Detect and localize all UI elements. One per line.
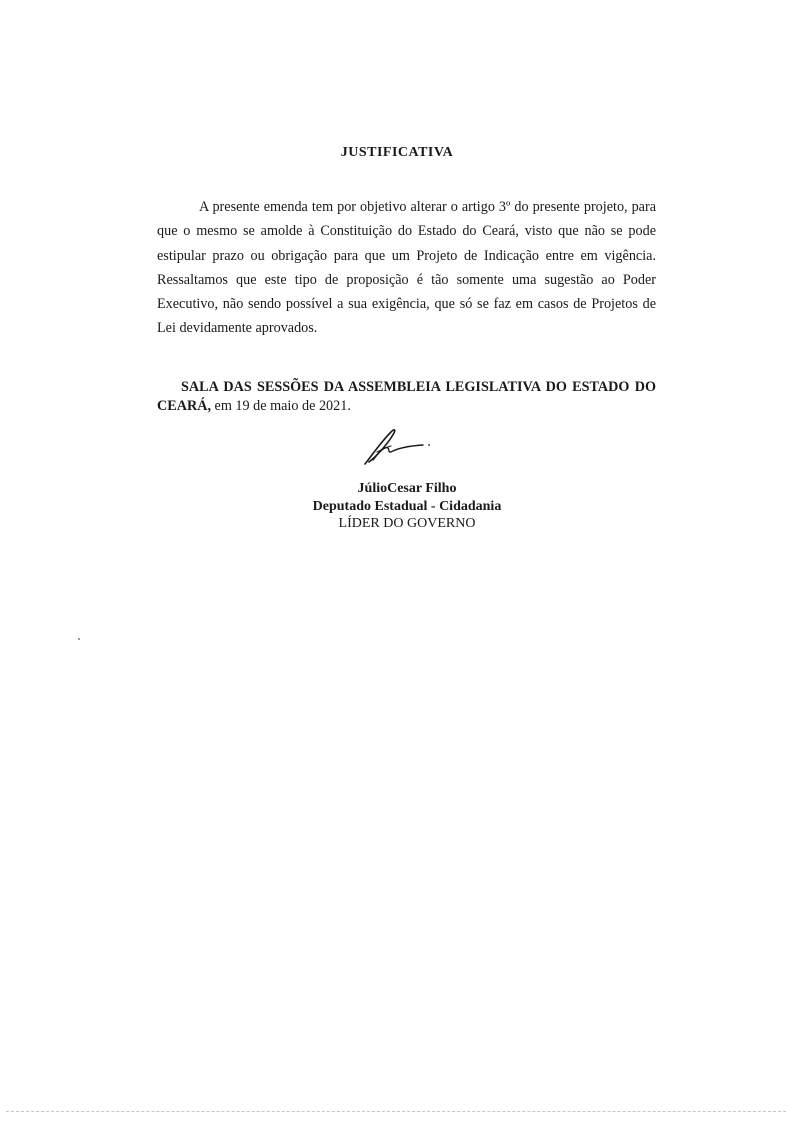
session-date: em 19 de maio de 2021.	[211, 398, 351, 414]
document-heading: JUSTIFICATIVA	[340, 145, 454, 160]
signer-role: LÍDER DO GOVERNO	[338, 516, 476, 531]
justification-paragraph: A presente emenda tem por objetivo alterar o artigo 3º do presente projeto, para que o mesmo se amolde à Constituição do Estado do Ceará, visto que não se pode estipular prazo ou obrigação para que um Projeto de Indicação entre em vigência. Ressaltamos que este tipo de proposição é tão somente uma sugestão ao Poder Executivo, não sendo possível a sua exigência, que só se faz em casos de Projetos de Lei devidamente aprovados.	[157, 199, 656, 337]
signer-block	[0, 480, 794, 533]
signer-position: Deputado Estadual - Cidadania	[312, 498, 502, 514]
scan-speck	[78, 638, 80, 640]
handwritten-signature	[357, 424, 437, 468]
signer-name: JúlioCesar Filho	[357, 481, 457, 496]
scan-bottom-edge	[6, 1111, 786, 1112]
session-location: SALA DAS SESSÕES DA ASSEMBLEIA LEGISLATIVA DO ESTADO DO CEARÁ,	[157, 379, 656, 414]
session-location-line	[157, 378, 656, 416]
